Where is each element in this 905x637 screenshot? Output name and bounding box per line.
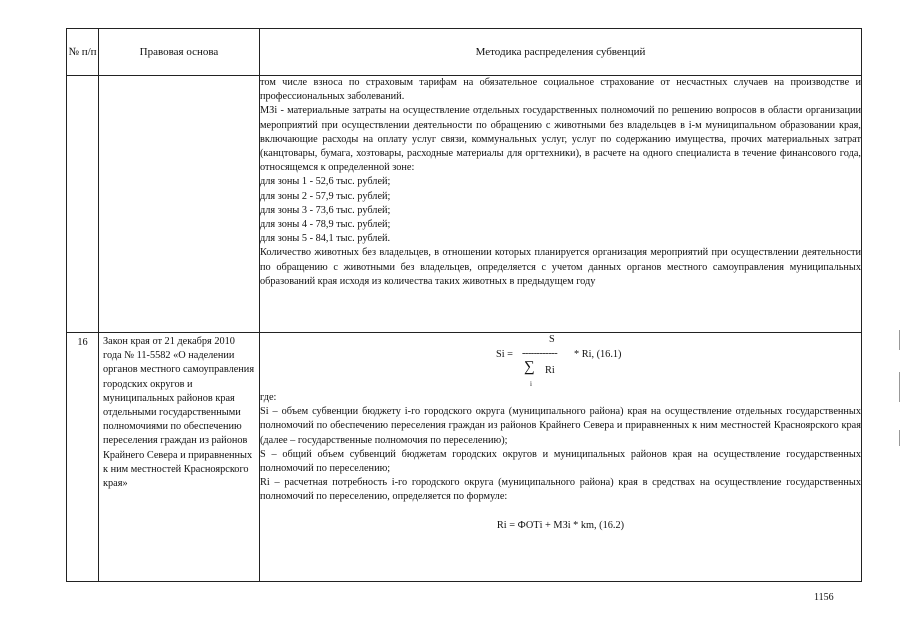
- table-row: [67, 76, 862, 333]
- formula-16-2: Ri = ФОТi + МЗi * km, (16.2): [496, 519, 625, 531]
- zone-item: для зоны 2 - 57,9 тыс. рублей;: [260, 190, 391, 202]
- scan-margin-mark: [899, 330, 900, 350]
- formula-fraction-line: ------------: [522, 348, 558, 359]
- zone-item: для зоны 3 - 73,6 тыс. рублей;: [260, 204, 391, 216]
- scan-margin-mark: [899, 430, 900, 446]
- method-paragraph: S – общий объем субвенций бюджетам городских округов и муниципальных районов края на осуществление государственных полномочий по переселению;: [260, 448, 861, 475]
- sum-symbol: ∑: [524, 359, 535, 375]
- header-basis: Правовая основа: [99, 29, 260, 76]
- table-row: [67, 333, 862, 582]
- formula-denominator: Ri: [545, 365, 555, 376]
- header-num: № п/п: [67, 29, 99, 76]
- zone-item: для зоны 5 - 84,1 тыс. рублей.: [260, 233, 391, 245]
- header-method: Методика распределения субвенций: [260, 29, 862, 76]
- page-number: 1156: [814, 592, 834, 603]
- method-paragraph: где:: [260, 392, 277, 403]
- row-number: 16: [67, 333, 99, 582]
- formula-lhs: Si =: [496, 349, 513, 360]
- formula-16-1: [260, 333, 861, 391]
- zone-item: для зоны 4 - 78,9 тыс. рублей;: [260, 219, 391, 231]
- method-paragraph: том числе взноса по страховым тарифам на обязательное социальное страхование от несчастных случаев на производстве и профессиональных заболеваний.: [260, 77, 861, 103]
- formula-rhs: * Ri, (16.1): [574, 349, 622, 360]
- table-header-row: [67, 29, 862, 76]
- row-number: [67, 76, 99, 333]
- legal-basis: Закон края от 21 декабря 2010 года № 11-5582 «О наделении органов местного самоуправления городских округов и муниципальных районов края отдельными государственными полномочиями по обеспечению переселения граждан из районов Крайнего Севера и приравненных к ним местностей Красноярского края»: [99, 333, 260, 582]
- method-cell: [260, 76, 862, 333]
- sum-index: i: [530, 380, 532, 388]
- legal-basis: [99, 76, 260, 333]
- method-paragraph: Количество животных без владельцев, в отношении которых планируется организация мероприятий при осуществлении деятельности по обращению с животными без владельцев, определяется с учетом данных органов местного самоуправления муниципальных образований края исходя из количества таких животных в предыдущем году: [260, 247, 861, 287]
- method-paragraph: Si – объем субвенции бюджету i-го городского округа (муниципального района) края на осуществление отдельных государственных полномочий по обеспечению переселения граждан из районов Крайнего Севера и приравненных к ним местностей Красноярского края (далее – государственные полномочия по переселению);: [260, 406, 861, 446]
- method-cell: [260, 333, 862, 582]
- zone-item: для зоны 1 - 52,6 тыс. рублей;: [260, 176, 391, 188]
- method-paragraph: Ri – расчетная потребность i-го городского округа (муниципального района) края в средствах на осуществление государственных полномочий по переселению, определяется по формуле:: [260, 477, 861, 503]
- scan-margin-mark: [899, 372, 900, 402]
- method-paragraph: МЗi - материальные затраты на осуществление отдельных государственных полномочий по решению вопросов в области организации мероприятий при осуществлении деятельности по обращению с животными без владельцев в i-м муниципальном образовании края, включающие расходы на оплату услуг связи, коммунальных услуг, услуг по содержанию имущества, прочих материальных затрат (канцтовары, бумага, хозтовары, расходные материалы для оргтехники), в расчете на одного специалиста в течение финансового года, относящемся к определенной зоне:: [260, 105, 861, 174]
- distribution-table: [66, 28, 862, 582]
- formula-numerator: S: [549, 334, 555, 345]
